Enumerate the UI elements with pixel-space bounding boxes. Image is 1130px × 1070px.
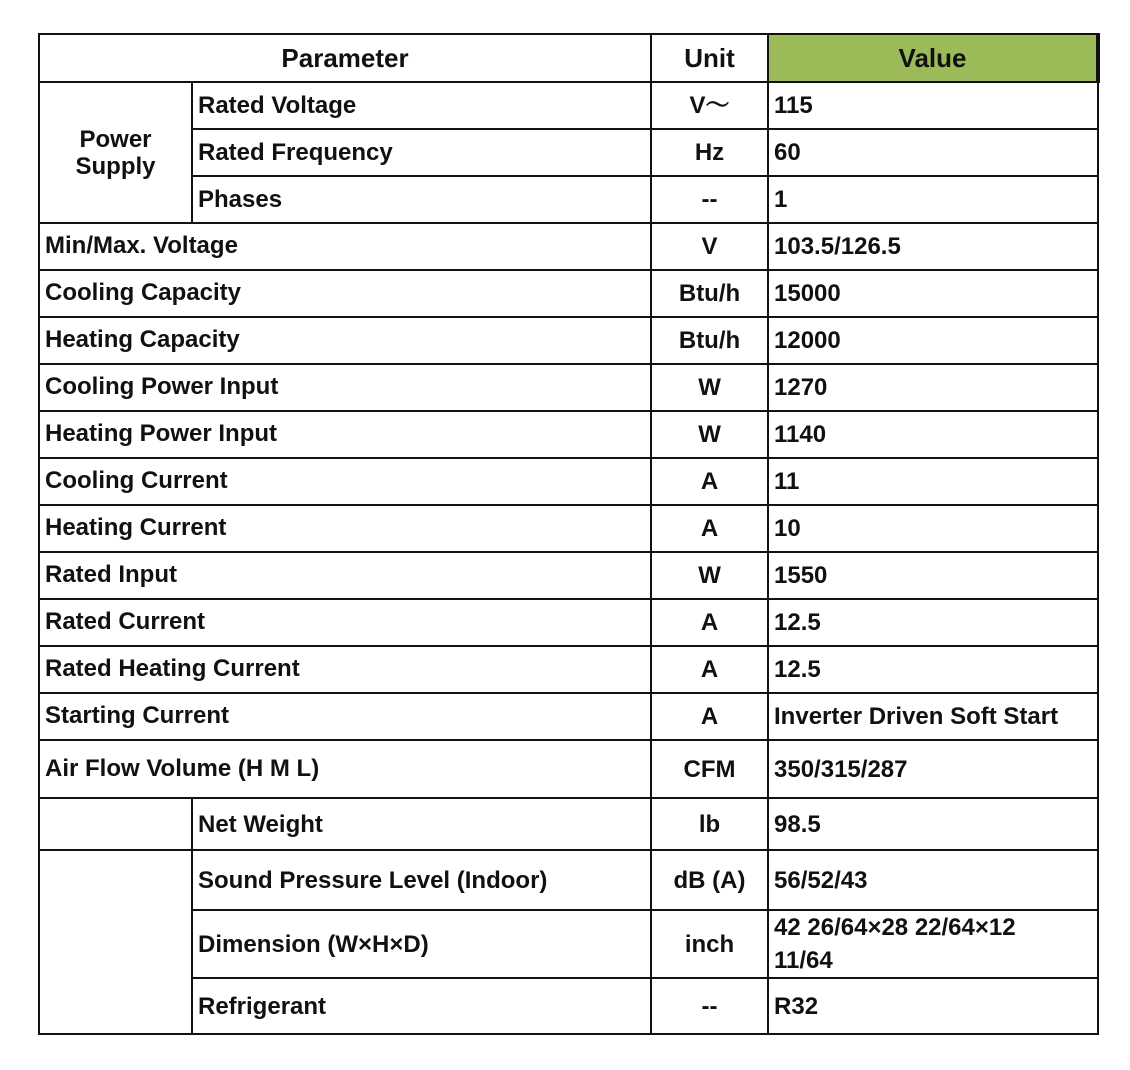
parameter-cell: Cooling Current (39, 458, 651, 505)
unit-cell: W (651, 364, 768, 411)
unit-cell: -- (651, 176, 768, 223)
parameter-cell: Air Flow Volume (H M L) (39, 740, 651, 798)
spec-table (38, 33, 1100, 1035)
table-row (39, 317, 1098, 364)
table-row (39, 223, 1098, 270)
power-supply-group-label (39, 82, 192, 223)
parameter-cell: Rated Heating Current (39, 646, 651, 693)
value-cell: 12000 (768, 317, 1098, 364)
empty-group-cell (39, 798, 192, 850)
unit-cell: inch (651, 910, 768, 978)
table-row (39, 270, 1098, 317)
value-cell: 56/52/43 (768, 850, 1098, 910)
value-cell: 350/315/287 (768, 740, 1098, 798)
table-row (39, 646, 1098, 693)
value-cell: 1140 (768, 411, 1098, 458)
table-row (39, 505, 1098, 552)
value-cell: 1 (768, 176, 1098, 223)
parameter-cell: Sound Pressure Level (Indoor) (192, 850, 651, 910)
table-row (39, 850, 1098, 910)
parameter-header: Parameter (39, 34, 651, 82)
unit-cell: V (651, 223, 768, 270)
unit-cell: -- (651, 978, 768, 1034)
value-cell: 15000 (768, 270, 1098, 317)
value-cell: 12.5 (768, 599, 1098, 646)
value-cell: R32 (768, 978, 1098, 1034)
parameter-cell: Cooling Capacity (39, 270, 651, 317)
table-row (39, 910, 1098, 978)
parameter-cell: Rated Voltage (192, 82, 651, 129)
table-row (39, 798, 1098, 850)
value-header: Value (768, 34, 1098, 82)
table-row (39, 693, 1098, 740)
unit-cell: A (651, 505, 768, 552)
parameter-cell: Rated Frequency (192, 129, 651, 176)
unit-cell: CFM (651, 740, 768, 798)
value-cell: Inverter Driven Soft Start (768, 693, 1098, 740)
group-label-line: Supply (75, 152, 156, 180)
unit-cell: dB (A) (651, 850, 768, 910)
group-label-line: Power (79, 125, 152, 153)
value-line: 42 26/64×28 22/64×12 (774, 914, 1016, 941)
header-row (39, 34, 1098, 82)
value-cell: 10 (768, 505, 1098, 552)
parameter-cell: Net Weight (192, 798, 651, 850)
parameter-cell: Starting Current (39, 693, 651, 740)
unit-cell: lb (651, 798, 768, 850)
value-cell (768, 910, 1098, 978)
value-cell: 1550 (768, 552, 1098, 599)
unit-cell: A (651, 599, 768, 646)
unit-cell: Btu/h (651, 270, 768, 317)
value-cell: 12.5 (768, 646, 1098, 693)
parameter-cell: Heating Capacity (39, 317, 651, 364)
parameter-cell: Min/Max. Voltage (39, 223, 651, 270)
unit-cell: W (651, 411, 768, 458)
unit-cell: A (651, 693, 768, 740)
unit-header: Unit (651, 34, 768, 82)
value-cell: 103.5/126.5 (768, 223, 1098, 270)
table-row (39, 599, 1098, 646)
parameter-cell: Rated Input (39, 552, 651, 599)
table-row (39, 740, 1098, 798)
table-row (39, 552, 1098, 599)
unit-cell: A (651, 646, 768, 693)
value-cell: 60 (768, 129, 1098, 176)
unit-cell: Hz (651, 129, 768, 176)
table-row (39, 364, 1098, 411)
unit-cell: A (651, 458, 768, 505)
parameter-cell: Heating Current (39, 505, 651, 552)
value-cell: 1270 (768, 364, 1098, 411)
value-cell: 98.5 (768, 798, 1098, 850)
empty-group-cell (39, 850, 192, 1034)
parameter-cell: Rated Current (39, 599, 651, 646)
parameter-cell: Cooling Power Input (39, 364, 651, 411)
table-row (39, 82, 1098, 129)
value-line: 11/64 (774, 947, 833, 974)
unit-cell: W (651, 552, 768, 599)
parameter-cell: Refrigerant (192, 978, 651, 1034)
table-row (39, 978, 1098, 1034)
parameter-cell: Phases (192, 176, 651, 223)
table-row (39, 411, 1098, 458)
table-row (39, 129, 1098, 176)
table-row (39, 458, 1098, 505)
parameter-cell: Heating Power Input (39, 411, 651, 458)
unit-cell: V～ (651, 82, 768, 129)
value-cell: 115 (768, 82, 1098, 129)
value-cell: 11 (768, 458, 1098, 505)
table-row (39, 176, 1098, 223)
parameter-cell: Dimension (W×H×D) (192, 910, 651, 978)
unit-cell: Btu/h (651, 317, 768, 364)
